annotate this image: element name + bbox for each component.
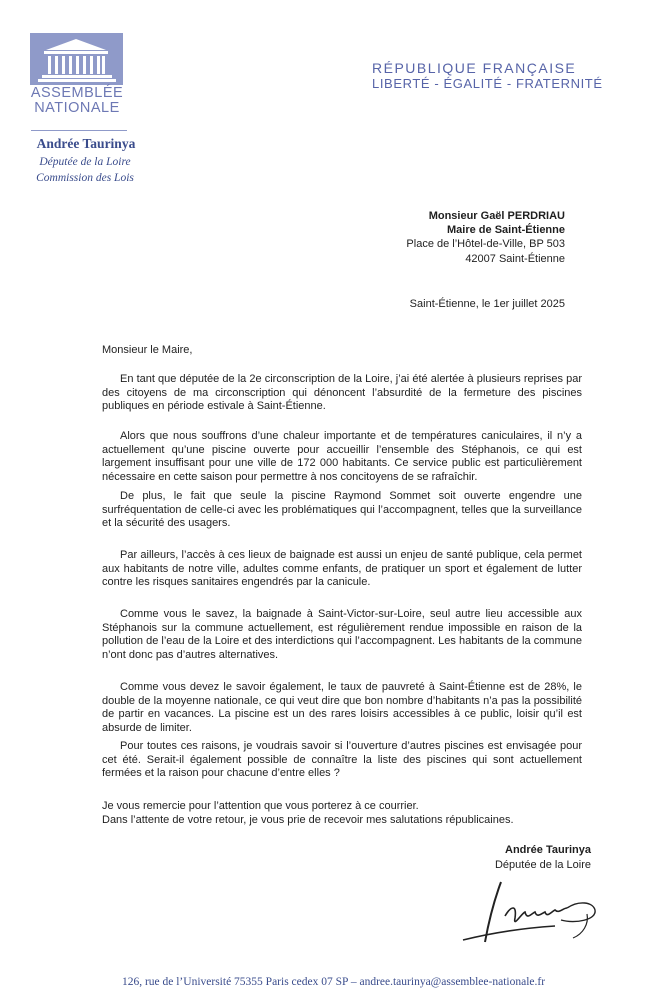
republic-title: RÉPUBLIQUE FRANÇAISE (372, 60, 577, 76)
letter-date: Saint-Étienne, le 1er juillet 2025 (409, 298, 565, 310)
handwritten-signature (455, 878, 605, 948)
paragraph (102, 490, 582, 531)
paragraph (102, 740, 582, 781)
author-commission: Commission des Lois (36, 172, 134, 184)
recipient-name: Monsieur Gaël PERDRIAU (428, 210, 565, 222)
signature-name: Andrée Taurinya (505, 844, 591, 856)
paragraph (102, 549, 582, 590)
paragraph (102, 430, 582, 484)
parliament-building-icon (30, 33, 123, 85)
paragraph-text: Comme vous le savez, la baignade à Saint-Victor-sur-Loire, seul autre lieu accessible aux Stéphanois sur la commune actuellement, est régulièrement rendue impossible en raison de la pollution de l’eau de la Loire et des interdictions qui l’accompagnent. Les habitants de la commune n’ont donc pas d’autres alternatives. (102, 608, 582, 661)
paragraph-text: Par ailleurs, l’accès à ces lieux de baignade est aussi un enjeu de santé publique, cela permet aux habitants de notre ville, adultes comme enfants, de pratiquer un sport et également de lutter contre les risques sanitaires engendrés par la canicule. (102, 549, 582, 589)
signature-role: Députée de la Loire (494, 859, 591, 871)
recipient-address: Place de l’Hôtel-de-Ville, BP 503 (406, 238, 565, 250)
author-role: Députée de la Loire (39, 156, 131, 168)
paragraph-text: De plus, le fait que seule la piscine Raymond Sommet soit ouverte engendre une surfréquentation de celle-ci avec les problématiques qui l’accompagnent, telles que la surveillance et la sécurité des usagers. (102, 490, 582, 530)
republic-motto: LIBERTÉ - ÉGALITÉ - FRATERNITÉ (372, 76, 603, 91)
paragraph-text: Alors que nous souffrons d’une chaleur importante et de températures caniculaires, il n’y a actuellement qu’une piscine ouverte pour accueillir l’ensemble des Stéphanois, ce qui est largement insuffisant pour une ville de 172 000 habitants. Ce service public est particulièrement nécessaire en cette saison pour permettre à nos concitoyens de se rafraîchir. (102, 430, 582, 483)
paragraph-text: En tant que députée de la 2e circonscription de la Loire, j’ai été alertée à plusieurs reprises par des citoyens de ma circonscription qui dénoncent l’absurdité de la fermeture des piscines publiques en période estivale à Saint-Étienne. (102, 373, 582, 413)
salutation: Monsieur le Maire, (102, 344, 193, 356)
recipient-title: Maire de Saint-Étienne (447, 224, 565, 236)
divider (31, 130, 127, 131)
footer-address: 126, rue de l’Université 75355 Paris cedex 07 SP – andree.taurinya@assemblee-nationale.fr (121, 976, 546, 988)
paragraph (102, 681, 582, 735)
paragraph-text: Comme vous devez le savoir également, le taux de pauvreté à Saint-Étienne est de 28%, le double de la moyenne nationale, ce qui veut dire que bon nombre d’habitants n’a pas la possibilité de partir en vacances. La piscine est un des rares loisirs accessibles à ce public, loisir qu’il est absurde de limiter. (102, 681, 582, 734)
logo-line-2: NATIONALE (34, 100, 120, 116)
closing-line: Dans l’attente de votre retour, je vous prie de recevoir mes salutations républicaines. (102, 814, 514, 826)
paragraph (102, 373, 582, 414)
logo-text (28, 86, 126, 116)
author-name: Andrée Taurinya (36, 136, 136, 151)
closing-line: Je vous remercie pour l’attention que vous porterez à ce courrier. (102, 800, 419, 812)
recipient-postcode: 42007 Saint-Étienne (465, 253, 565, 265)
logo-line-1: ASSEMBLÉE (30, 85, 124, 101)
paragraph-text: Pour toutes ces raisons, je voudrais savoir si l’ouverture d’autres piscines est envisagée pour cet été. Serait-il également possible de connaître la liste des piscines qui sont actuellement fermées et la raison pour chacune d’entre elles ? (102, 740, 582, 780)
paragraph (102, 608, 582, 662)
